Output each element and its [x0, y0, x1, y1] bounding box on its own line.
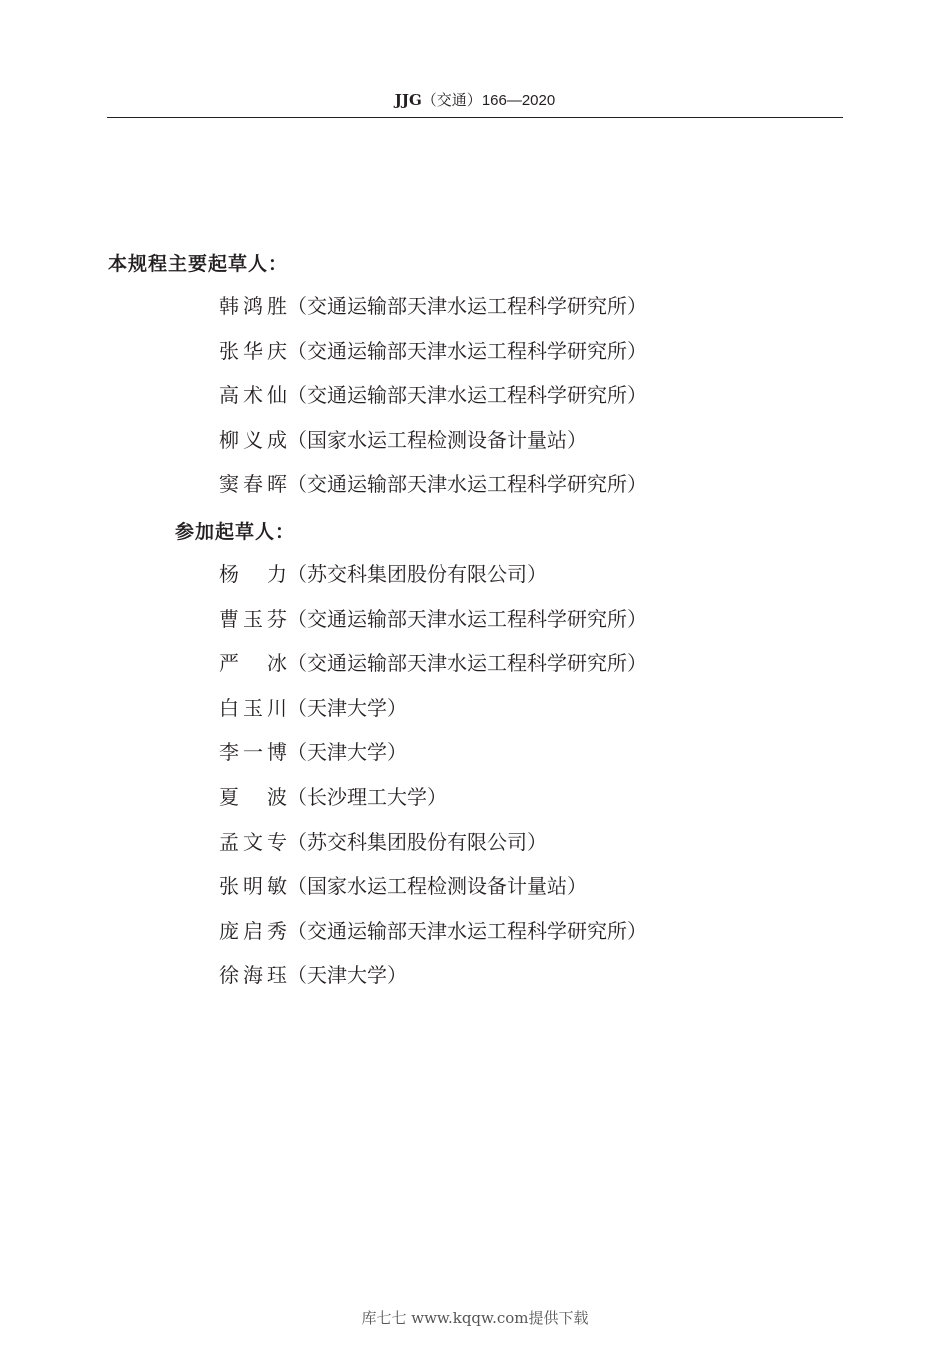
standard-code-middle: （交通）: [421, 91, 482, 109]
participating-drafters-heading: 参加起草人：: [175, 521, 296, 543]
standard-code-prefix: JJG: [394, 91, 422, 109]
main-drafters-list: [219, 284, 647, 507]
drafter-name: 杨 力: [219, 562, 287, 586]
drafter-organization: （交通运输部天津水运工程科学研究所）: [287, 338, 647, 363]
drafter-organization: （交通运输部天津水运工程科学研究所）: [287, 294, 647, 318]
drafter-entry: [219, 373, 647, 418]
drafter-entry: [219, 864, 647, 909]
drafter-entry: [219, 820, 647, 865]
main-drafters-heading: 本规程主要起草人：: [108, 253, 289, 275]
download-footer: 库七七 www.kqqw.com提供下载: [361, 1309, 589, 1327]
drafter-name: 徐海珏: [219, 963, 287, 988]
drafter-entry: [219, 641, 647, 686]
drafter-name: 李一博: [219, 740, 287, 765]
drafter-organization: （交通运输部天津水运工程科学研究所）: [287, 651, 647, 676]
drafter-organization: （天津大学）: [287, 740, 407, 765]
drafter-name: 柳义成: [219, 427, 287, 452]
drafter-name: 孟文专: [219, 829, 287, 854]
drafter-entry: [219, 597, 647, 642]
drafter-name: 夏 波: [219, 784, 287, 809]
drafter-name: 严 冰: [219, 651, 287, 676]
participating-drafters-list: [219, 552, 647, 998]
drafter-name: 窦春晖: [219, 472, 287, 497]
drafter-entry: [219, 730, 647, 775]
header-divider: [107, 117, 843, 118]
standard-code-number: 166—2020: [481, 92, 556, 109]
drafter-organization: （交通运输部天津水运工程科学研究所）: [287, 918, 647, 943]
drafter-name: 庞启秀: [219, 918, 287, 943]
drafter-organization: （长沙理工大学）: [287, 784, 447, 809]
drafter-entry: [219, 552, 647, 597]
drafter-entry: [219, 418, 647, 463]
drafter-entry: [219, 284, 647, 329]
drafter-name: 张明敏: [219, 874, 287, 899]
drafter-name: 高术仙: [219, 383, 287, 408]
drafter-organization: （苏交科集团股份有限公司）: [287, 562, 547, 586]
drafter-name: 白玉川: [219, 695, 287, 720]
drafter-name: 张华庆: [219, 338, 287, 363]
drafter-entry: [219, 909, 647, 954]
drafter-organization: （天津大学）: [287, 695, 407, 720]
drafter-name: 曹玉芬: [219, 606, 287, 631]
drafter-entry: [219, 775, 647, 820]
drafter-organization: （交通运输部天津水运工程科学研究所）: [287, 383, 647, 408]
drafter-organization: （国家水运工程检测设备计量站）: [287, 874, 587, 899]
drafter-entry: [219, 462, 647, 507]
drafter-organization: （苏交科集团股份有限公司）: [287, 829, 547, 854]
drafter-organization: （交通运输部天津水运工程科学研究所）: [287, 472, 647, 497]
drafter-name: 韩鸿胜: [219, 294, 287, 318]
drafter-organization: （天津大学）: [287, 963, 407, 988]
drafter-entry: [219, 686, 647, 731]
drafter-organization: （国家水运工程检测设备计量站）: [287, 427, 587, 452]
running-header: [0, 88, 950, 113]
drafter-organization: （交通运输部天津水运工程科学研究所）: [287, 606, 647, 631]
drafter-entry: [219, 329, 647, 374]
drafter-entry: [219, 953, 647, 998]
